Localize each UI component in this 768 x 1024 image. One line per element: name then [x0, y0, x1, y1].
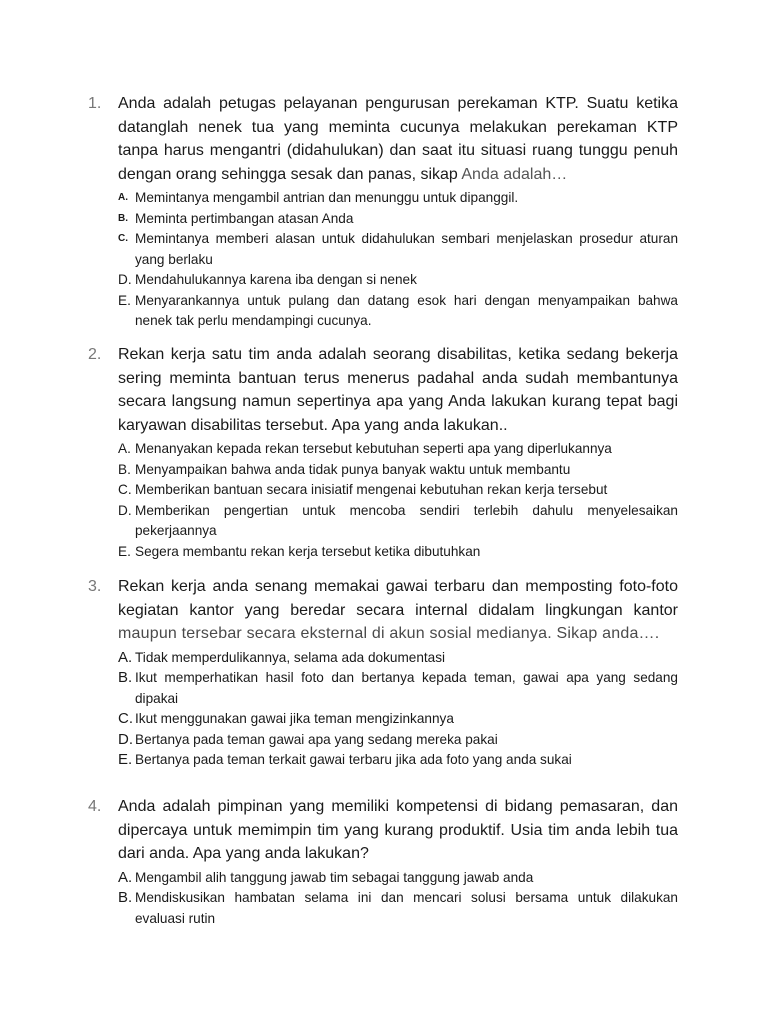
option-e — [118, 291, 678, 332]
question-text-tail: maupun tersebar secara eksternal di akun sosial medianya. Sikap anda…. — [118, 625, 660, 642]
option-text: Bertanya pada teman terkait gawai terbaru jika ada foto yang anda sukai — [135, 752, 572, 767]
option-letter: A. — [118, 441, 131, 456]
option-text: Memberikan pengertian untuk mencoba sendiri terlebih dahulu menyelesaikan pekerjaannya — [135, 502, 678, 538]
option-text: Mendiskusikan hambatan selama ini dan mencari solusi bersama untuk dilakukan evaluasi rutin — [135, 890, 678, 926]
option-c — [118, 480, 678, 501]
question-1 — [88, 92, 678, 332]
question-number: 4. — [88, 798, 102, 815]
question-text: Anda adalah pimpinan yang memiliki kompetensi di bidang pemasaran, dan dipercaya untuk memimpin tim yang kurang produktif. Usia tim anda lebih tua dari anda. Apa yang anda lakukan? — [118, 798, 678, 862]
option-text: Segera membantu rekan kerja tersebut ketika dibutuhkan — [135, 543, 481, 559]
option-letter: A. — [118, 648, 133, 666]
question-4 — [88, 795, 678, 929]
question-number: 3. — [88, 578, 102, 595]
option-letter: C. — [118, 233, 128, 244]
options-list — [118, 868, 678, 930]
option-letter: B. — [118, 212, 128, 224]
option-letter: A. — [118, 192, 128, 203]
option-d — [118, 501, 678, 542]
option-e — [118, 542, 678, 563]
option-a — [118, 868, 678, 889]
question-text — [118, 575, 678, 646]
option-letter: E. — [118, 543, 131, 559]
option-a — [118, 439, 678, 460]
option-letter: E. — [118, 292, 131, 308]
option-letter: B. — [118, 889, 133, 906]
option-a — [118, 648, 678, 669]
option-c — [118, 709, 678, 730]
option-d — [118, 730, 678, 751]
option-b — [118, 668, 678, 709]
question-text — [118, 92, 678, 186]
option-letter: B. — [118, 669, 133, 686]
option-text: Memintanya memberi alasan untuk didahulukan sembari menjelaskan prosedur aturan yang berlaku — [135, 231, 678, 267]
option-letter: E. — [118, 751, 133, 768]
options-list — [118, 188, 678, 332]
option-letter: B. — [118, 461, 131, 477]
option-letter: C. — [118, 710, 133, 727]
question-number: 1. — [88, 95, 102, 112]
option-text: Meminta pertimbangan atasan Anda — [135, 210, 354, 226]
option-text: Ikut menggunakan gawai jika teman mengizinkannya — [135, 711, 454, 726]
option-text: Bertanya pada teman gawai apa yang sedang mereka pakai — [135, 731, 498, 747]
option-e — [118, 750, 678, 771]
option-text: Mengambil alih tanggung jawab tim sebagai tanggung jawab anda — [135, 869, 534, 885]
option-text: Menyarankannya untuk pulang dan datang esok hari dengan menyampaikan bahwa nenek tak perlu mendampingi cucunya. — [135, 292, 678, 328]
question-number: 2. — [88, 346, 102, 363]
option-letter: C. — [118, 482, 132, 497]
option-a — [118, 188, 678, 209]
option-text: Menyampaikan bahwa anda tidak punya banyak waktu untuk membantu — [135, 461, 571, 477]
option-text: Mendahulukannya karena iba dengan si nenek — [135, 272, 417, 287]
question-3 — [88, 575, 678, 771]
question-text-tail: Anda adalah… — [457, 165, 568, 183]
question-text-main: Anda adalah petugas pelayanan pengurusan perekaman KTP. Suatu ketika datanglah nenek tua yang meminta cucunya melakukan perekaman KTP tanpa harus mengantri (didahulukan) dan saat itu situasi ruang tunggu penuh dengan orang sehingga sesak dan panas, sikap — [118, 95, 678, 183]
option-text: Memberikan bantuan secara inisiatif mengenai kebutuhan rekan kerja tersebut — [135, 482, 608, 497]
question-text: Rekan kerja satu tim anda adalah seorang disabilitas, ketika sedang bekerja sering meminta bantuan terus menerus padahal anda sudah membantunya secara langsung namun sepertinya apa yang Anda lakukan kurang tepat bagi karyawan disabilitas tersebut. Apa yang anda lakukan.. — [118, 346, 678, 434]
option-text: Ikut memperhatikan hasil foto dan bertanya kepada teman, gawai apa yang sedang dipakai — [135, 670, 678, 706]
option-d — [118, 270, 678, 291]
option-text: Tidak memperdulikannya, selama ada dokumentasi — [135, 649, 446, 665]
option-text: Menanyakan kepada rekan tersebut kebutuhan seperti apa yang diperlukannya — [135, 441, 612, 456]
option-b — [118, 888, 678, 929]
option-text: Memintanya mengambil antrian dan menunggu untuk dipanggil. — [135, 190, 519, 205]
option-letter: A. — [118, 868, 133, 886]
question-text-main: Rekan kerja anda senang memakai gawai terbaru dan memposting foto-foto kegiatan kantor yang beredar secara internal didalam lingkungan kantor — [118, 578, 678, 619]
option-letter: D. — [118, 730, 133, 748]
question-2 — [88, 343, 678, 562]
option-letter: D. — [118, 272, 132, 287]
option-c — [118, 229, 678, 270]
options-list — [118, 648, 678, 771]
option-letter: D. — [118, 502, 132, 518]
options-list — [118, 439, 678, 562]
option-b — [118, 460, 678, 481]
option-b — [118, 209, 678, 230]
